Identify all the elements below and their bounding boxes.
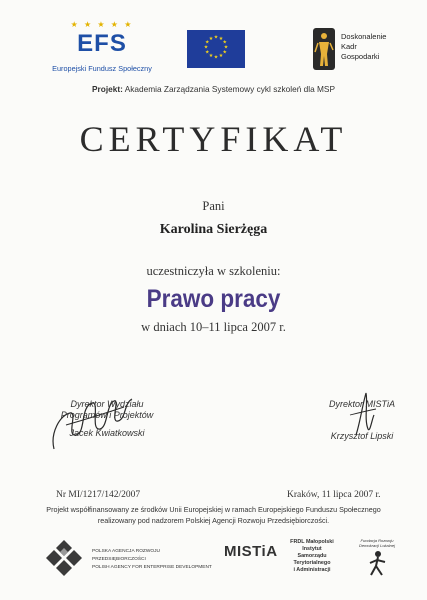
place-and-date: Kraków, 11 lipca 2007 r.	[287, 490, 381, 500]
dkg-line: Doskonalenie	[341, 32, 387, 41]
svg-text:★: ★	[213, 54, 219, 61]
svg-text:★: ★	[213, 34, 219, 41]
frdl-caption	[280, 539, 344, 574]
star-icon-row: ★ ★ ★ ★ ★	[70, 20, 134, 29]
mistia-logo	[224, 537, 278, 573]
recipient-name: Karolina Sierżęga	[159, 222, 268, 237]
funding-note	[40, 504, 387, 526]
participation-text: uczestniczyła w szkoleniu:	[146, 264, 281, 278]
course-title: Prawo pracy	[146, 285, 281, 313]
dkg-line: Gospodarki	[341, 52, 380, 61]
parp-line: POLSKA AGENCJA ROZWOJU PRZEDSIĘBIORCZOŚCI	[92, 549, 160, 562]
efs-caption: Europejski Fundusz Społeczny	[52, 64, 152, 73]
svg-text:★: ★	[218, 35, 224, 42]
walking-figure-icon	[366, 550, 390, 576]
role-line: Programów i Projektów	[60, 410, 154, 420]
parp-logo-icon	[42, 538, 86, 576]
salutation: Pani	[202, 199, 225, 213]
svg-text:★: ★	[205, 49, 210, 56]
project-line	[0, 84, 427, 94]
svg-text:★: ★	[203, 44, 209, 51]
svg-text:★: ★	[205, 39, 210, 46]
person-emblem-icon	[313, 28, 335, 70]
reference-number: Nr MI/1217/142/2007	[56, 490, 141, 500]
efs-logo	[42, 20, 162, 78]
fundacja-logo	[352, 538, 402, 578]
left-signatory-role	[52, 399, 162, 421]
left-signatory-name: Jacek Kwiatkowski	[69, 428, 145, 438]
svg-text:★: ★	[208, 35, 214, 42]
svg-text:★: ★	[218, 53, 224, 60]
frdl-line: Samorządu Terytorialnego	[293, 553, 331, 566]
course-dates: w dniach 10–11 lipca 2007 r.	[141, 320, 286, 334]
fundacja-caption: Fundacja Rozwoju Demokracji Lokalnej	[358, 538, 395, 548]
dkg-logo	[313, 28, 403, 72]
mistia-wordmark: MISTiA	[224, 543, 278, 560]
right-signatory-role: Dyrektor MISTiA	[329, 399, 395, 409]
role-line: Dyrektor Wydziału	[70, 399, 144, 409]
dkg-caption	[341, 32, 411, 62]
parp-caption	[92, 548, 212, 572]
frdl-line: FRDL Małopolski Instytut	[290, 539, 334, 552]
eu-stars-circle	[187, 30, 245, 68]
svg-text:★: ★	[222, 39, 227, 46]
funding-line: realizowany pod nadzorem Polskiej Agencji Rozwoju Przedsiębiorczości.	[97, 516, 330, 525]
project-name: Akademia Zarządzania Systemowy cykl szkoleń dla MSP	[122, 84, 335, 94]
project-label: Projekt:	[91, 84, 123, 94]
svg-text:★: ★	[223, 44, 229, 51]
certificate-title: CERTYFIKAT	[79, 119, 348, 159]
parp-line: POLISH AGENCY FOR ENTERPRISE DEVELOPMENT	[92, 565, 212, 570]
dkg-line: Kadr	[341, 42, 357, 51]
funding-line: Projekt współfinansowany ze środków Unii Europejskiej w ramach Europejskiego Funduszu Społecznego	[46, 505, 381, 514]
frdl-line: i Administracji	[293, 567, 331, 573]
right-signatory-name: Krzysztof Lipski	[330, 431, 394, 441]
eu-flag-icon	[187, 30, 245, 68]
svg-text:★: ★	[208, 53, 214, 60]
efs-wordmark: EFS	[77, 30, 127, 57]
svg-text:★: ★	[222, 49, 227, 56]
